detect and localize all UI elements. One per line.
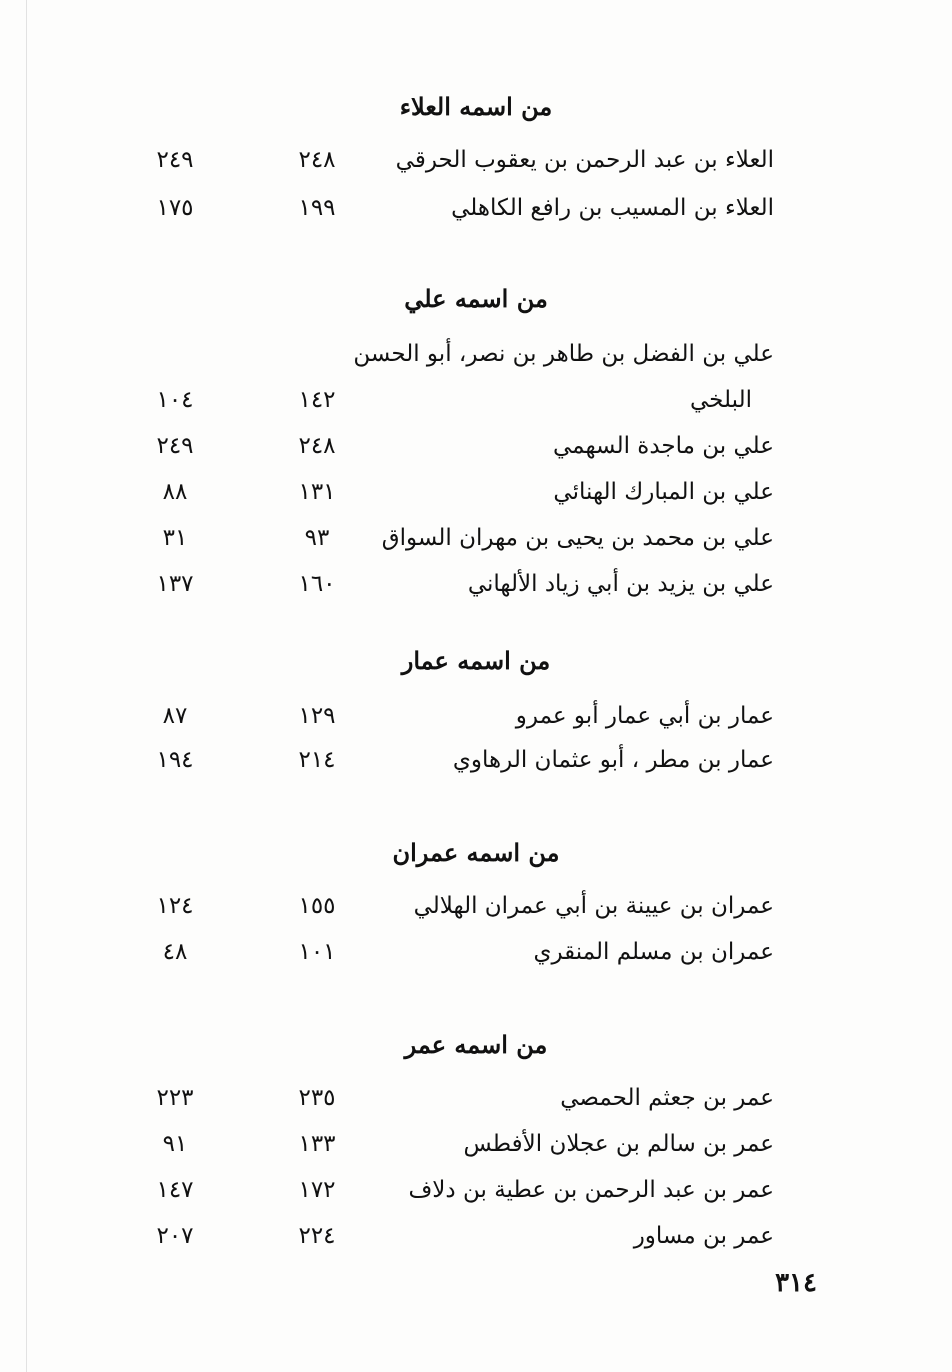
entry-number-primary: ١٣٣ [298, 1131, 336, 1157]
index-entry [0, 188, 952, 228]
entry-number-primary: ١٥٥ [298, 893, 336, 919]
section-heading-alaa: من اسمه العلاء [399, 92, 553, 121]
entry-number-primary: ١٧٢ [298, 1177, 336, 1203]
entry-number-secondary: ٤٨ [162, 939, 188, 965]
entry-name: عمر بن مساور [633, 1223, 774, 1249]
entry-name: علي بن المبارك الهنائي [553, 479, 774, 505]
index-entry [0, 1216, 952, 1256]
entry-name: علي بن ماجدة السهمي [552, 433, 774, 459]
entry-name: عمران بن عيينة بن أبي عمران الهلالي [413, 893, 774, 919]
entry-number-secondary: ٢٤٩ [156, 147, 194, 173]
entry-number-secondary: ١٧٥ [156, 195, 194, 221]
entry-name: عمار بن أبي عمار أبو عمرو [515, 703, 774, 729]
entry-name: عمر بن عبد الرحمن بن عطية بن دلاف [408, 1177, 774, 1203]
entry-number-secondary: ٢٤٩ [156, 433, 194, 459]
entry-number-primary: ١٢٩ [298, 703, 336, 729]
index-entry-continuation [0, 380, 952, 420]
index-entry [0, 334, 952, 374]
index-entry [0, 740, 952, 780]
section-heading-ammar: من اسمه عمار [401, 646, 551, 675]
page-number: ٣١٤ [775, 1268, 817, 1298]
entry-name: عمر بن جعثم الحمصي [560, 1085, 774, 1111]
index-entry [0, 472, 952, 512]
index-entry [0, 932, 952, 972]
entry-number-secondary: ١٠٤ [156, 387, 194, 413]
index-entry [0, 1124, 952, 1164]
index-entry [0, 696, 952, 736]
entry-number-secondary: ٣١ [162, 525, 188, 551]
entry-number-primary: ٢٣٥ [298, 1085, 336, 1111]
entry-number-primary: ٩٣ [304, 525, 330, 551]
entry-number-secondary: ٩١ [162, 1131, 188, 1157]
entry-number-primary: ٢١٤ [298, 747, 336, 773]
index-entry [0, 140, 952, 180]
index-entry [0, 1170, 952, 1210]
entry-name: علي بن الفضل بن طاهر بن نصر، أبو الحسن [353, 341, 774, 367]
section-heading-umar: من اسمه عمر [404, 1030, 548, 1059]
index-entry [0, 1078, 952, 1118]
entry-number-primary: ١٩٩ [298, 195, 336, 221]
entry-number-secondary: ٢٢٣ [156, 1085, 194, 1111]
entry-name: العلاء بن عبد الرحمن بن يعقوب الحرقي [395, 147, 774, 173]
entry-number-secondary: ١٩٤ [156, 747, 194, 773]
entry-number-primary: ٢٤٨ [298, 147, 336, 173]
entry-number-secondary: ١٤٧ [156, 1177, 194, 1203]
entry-name: علي بن يزيد بن أبي زياد الألهاني [467, 571, 774, 597]
section-heading-imran: من اسمه عمران [392, 838, 560, 867]
entry-name-continuation: البلخي [690, 387, 752, 413]
entry-number-primary: ١٣١ [298, 479, 336, 505]
entry-name: علي بن محمد بن يحيى بن مهران السواق [381, 525, 774, 551]
entry-number-secondary: ١٢٤ [156, 893, 194, 919]
entry-name: عمار بن مطر ، أبو عثمان الرهاوي [452, 747, 774, 773]
entry-number-primary: ١٦٠ [298, 571, 336, 597]
entry-number-secondary: ٢٠٧ [156, 1223, 194, 1249]
index-entry [0, 886, 952, 926]
entry-number-secondary: ١٣٧ [156, 571, 194, 597]
entry-number-primary: ١٠١ [298, 939, 336, 965]
entry-name: عمران بن مسلم المنقري [533, 939, 774, 965]
index-entry [0, 426, 952, 466]
entry-number-secondary: ٨٧ [162, 703, 188, 729]
entry-number-primary: ٢٤٨ [298, 433, 336, 459]
entry-number-primary: ٢٢٤ [298, 1223, 336, 1249]
entry-name: العلاء بن المسيب بن رافع الكاهلي [451, 195, 774, 221]
index-entry [0, 564, 952, 604]
index-entry [0, 518, 952, 558]
entry-number-primary: ١٤٢ [298, 387, 336, 413]
entry-number-secondary: ٨٨ [162, 479, 188, 505]
section-heading-ali: من اسمه علي [404, 284, 548, 313]
entry-name: عمر بن سالم بن عجلان الأفطس [463, 1131, 774, 1157]
